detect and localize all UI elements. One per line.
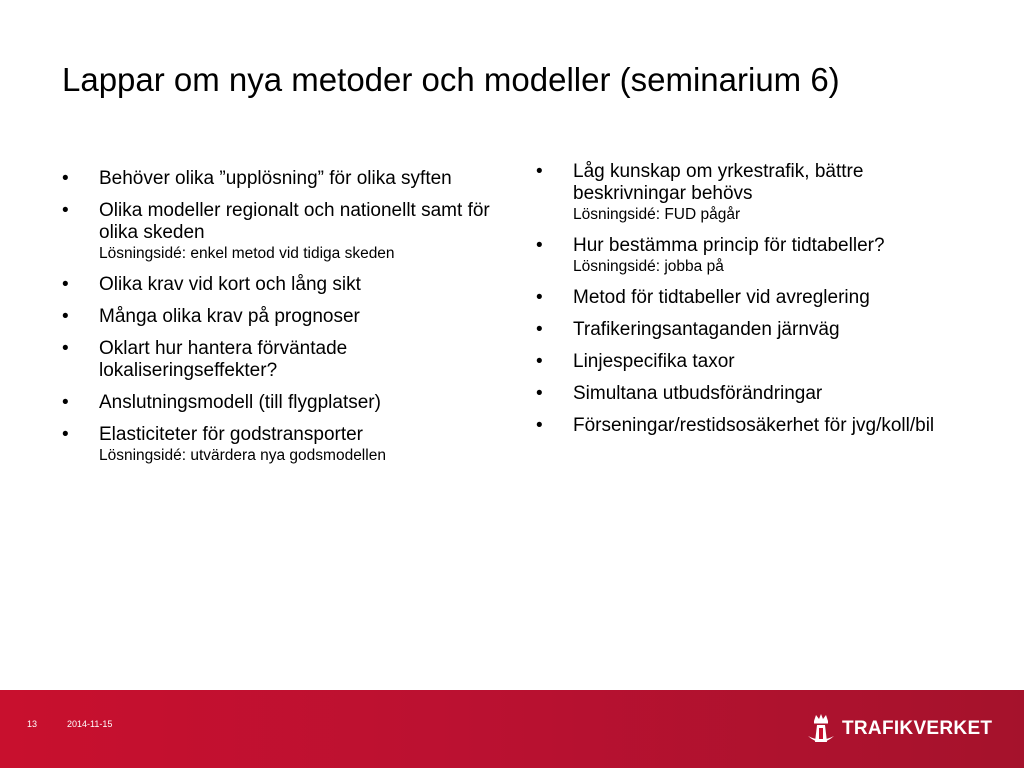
list-item bbox=[536, 415, 976, 437]
list-item-note: Lösningsidé: jobba på bbox=[573, 258, 724, 275]
bullet-icon: • bbox=[536, 235, 543, 256]
list-item-text: Förseningar/restidsosäkerhet för jvg/koll/bil bbox=[573, 415, 935, 436]
footer-date: 2014-11-15 bbox=[67, 719, 113, 729]
list-item bbox=[62, 338, 492, 382]
list-item-note: Lösningsidé: enkel metod vid tidiga skeden bbox=[99, 245, 395, 262]
bullet-icon: • bbox=[62, 306, 69, 327]
list-item bbox=[536, 287, 976, 309]
bullet-icon: • bbox=[62, 392, 69, 413]
list-item bbox=[62, 274, 492, 296]
list-item-text: Hur bestämma princip för tidtabeller? bbox=[573, 235, 885, 256]
bullet-icon: • bbox=[536, 161, 543, 182]
bullet-icon: • bbox=[62, 338, 69, 359]
list-item-text: Behöver olika ”upplösning” för olika syften bbox=[99, 168, 452, 189]
bullet-icon: • bbox=[536, 351, 543, 372]
list-item bbox=[62, 424, 492, 466]
right-bullet-list bbox=[536, 161, 976, 447]
list-item-text: Låg kunskap om yrkestrafik, bättre beskrivningar behövs bbox=[573, 161, 864, 204]
list-item-text: Elasticiteter för godstransporter bbox=[99, 424, 364, 445]
bullet-icon: • bbox=[62, 168, 69, 189]
bullet-icon: • bbox=[62, 424, 69, 445]
bullet-icon: • bbox=[536, 383, 543, 404]
list-item bbox=[536, 383, 976, 405]
list-item bbox=[62, 200, 492, 264]
list-item-text: Många olika krav på prognoser bbox=[99, 306, 360, 327]
list-item-text: Simultana utbudsförändringar bbox=[573, 383, 823, 404]
list-item bbox=[62, 392, 492, 414]
bullet-icon: • bbox=[536, 415, 543, 436]
footer-bar bbox=[0, 690, 1024, 768]
list-item-text: Metod för tidtabeller vid avreglering bbox=[573, 287, 870, 308]
list-item-text: Trafikeringsantaganden järnväg bbox=[573, 319, 840, 340]
logo-text: TRAFIKVERKET bbox=[842, 718, 993, 739]
list-item bbox=[536, 351, 976, 373]
list-item-text: Olika modeller regionalt och nationellt samt för olika skeden bbox=[99, 200, 490, 243]
list-item-note: Lösningsidé: FUD pågår bbox=[573, 206, 741, 223]
list-item-note: Lösningsidé: utvärdera nya godsmodellen bbox=[99, 447, 386, 464]
list-item bbox=[62, 306, 492, 328]
list-item-text: Linjespecifika taxor bbox=[573, 351, 735, 372]
list-item-text: Olika krav vid kort och lång sikt bbox=[99, 274, 361, 295]
list-item bbox=[536, 235, 976, 277]
trafikverket-logo bbox=[806, 712, 992, 746]
list-item bbox=[536, 319, 976, 341]
slide-title: Lappar om nya metoder och modeller (seminarium 6) bbox=[62, 61, 840, 98]
page-number: 13 bbox=[27, 719, 38, 729]
bullet-icon: • bbox=[536, 319, 543, 340]
bullet-icon: • bbox=[62, 274, 69, 295]
left-bullet-list bbox=[62, 168, 492, 476]
bullet-icon: • bbox=[62, 200, 69, 221]
list-item-text: Oklart hur hantera förväntade lokaliseringseffekter? bbox=[99, 338, 348, 381]
list-item-text: Anslutningsmodell (till flygplatser) bbox=[99, 392, 381, 413]
bullet-icon: • bbox=[536, 287, 543, 308]
list-item bbox=[62, 168, 492, 190]
crown-icon bbox=[806, 712, 836, 746]
list-item bbox=[536, 161, 976, 225]
